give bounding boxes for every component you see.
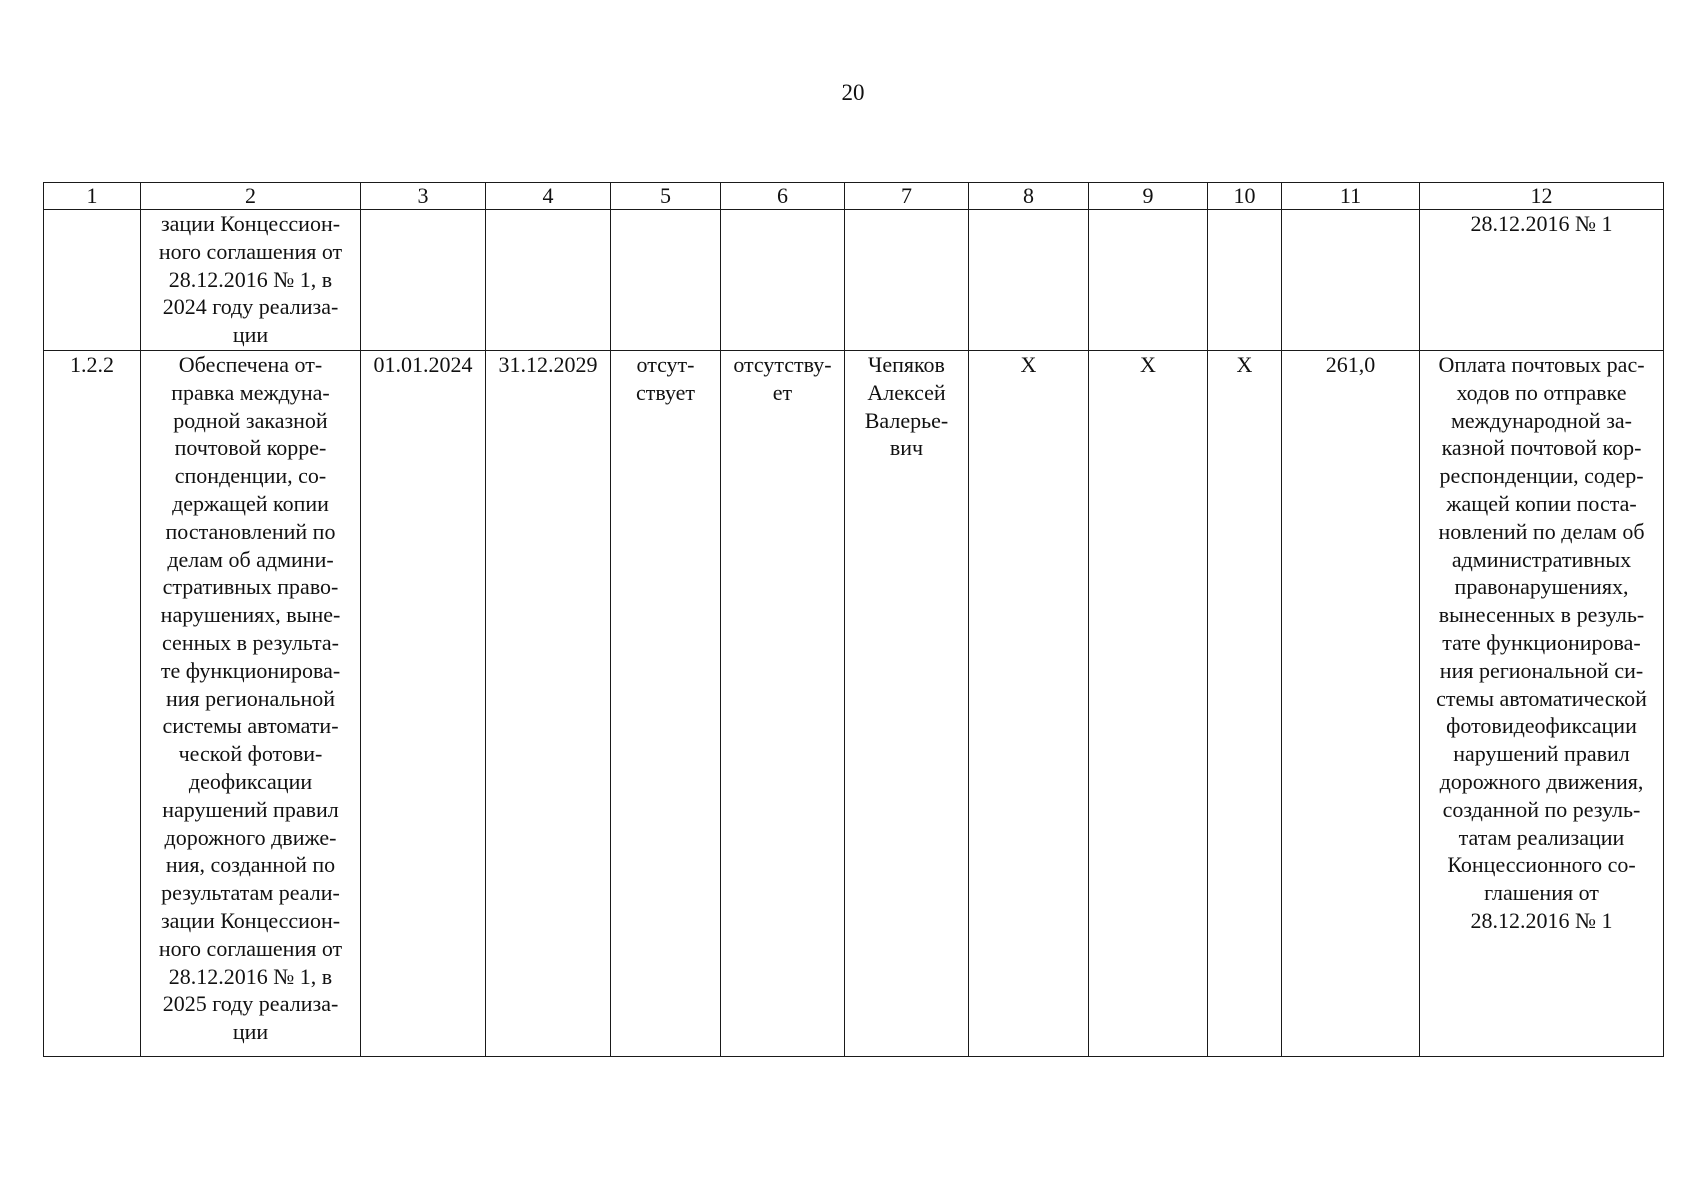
cell-text: зации Концессион- ного соглашения от 28.12.2016 № 1, в 2024 году реализа- ции — [158, 211, 343, 348]
cell-start-date — [361, 210, 486, 351]
cell-col9 — [1089, 210, 1208, 351]
header-cell: 5 — [611, 183, 721, 210]
cell-col8 — [969, 210, 1089, 351]
cell-text: 1.2.2 — [70, 352, 114, 377]
cell-end-date — [486, 351, 611, 1057]
cell-col10 — [1208, 210, 1282, 351]
cell-description — [1420, 210, 1664, 351]
cell-description — [1420, 351, 1664, 1057]
cell-col5 — [611, 351, 721, 1057]
cell-col5 — [611, 210, 721, 351]
header-cell: 6 — [721, 183, 845, 210]
cell-amount — [1282, 210, 1420, 351]
header-cell: 3 — [361, 183, 486, 210]
table-row — [44, 210, 1664, 351]
cell-text: Х — [1236, 352, 1253, 377]
cell-start-date — [361, 351, 486, 1057]
cell-number — [44, 351, 141, 1057]
header-cell: 9 — [1089, 183, 1208, 210]
page-number: 20 — [841, 80, 865, 105]
header-cell: 2 — [141, 183, 361, 210]
cell-col9 — [1089, 351, 1208, 1057]
cell-text: Х — [1140, 352, 1156, 377]
cell-text: отсут- ствует — [635, 352, 696, 405]
table-header-row — [44, 183, 1664, 210]
cell-text: 261,0 — [1325, 352, 1376, 377]
cell-text: Х — [1020, 352, 1037, 377]
cell-text: Обеспечена от- правка междуна- родной заказной почтовой корре- спонденции, со- держащей копии постановлений по делам об админи- стративных право- нарушениях, выне- сенных в результа- те функционирова- ния региональной системы автомати- ческой фотови- деофиксации нарушений правил дорожного движе- ния, созданной по результатам реали- зации Концессион- ного соглашения от 28.12.2016 № 1, в 2025 году реализа- ции — [158, 352, 343, 1045]
cell-col10 — [1208, 351, 1282, 1057]
cell-col6 — [721, 210, 845, 351]
cell-amount — [1282, 351, 1420, 1057]
cell-responsible — [845, 351, 969, 1057]
table-row — [44, 351, 1664, 1057]
header-cell: 7 — [845, 183, 969, 210]
cell-text: Оплата почтовых рас- ходов по отправке международной за- казной почтовой кор- респонденции, содер- жащей копии поста- новлений по делам об административных правонарушениях, вынесенных в резуль- тате функционирова- ния региональной си- стемы автоматической фотовидеофиксации нарушений правил дорожного движения, созданной по резуль- татам реализации Концессионного со- глашения от 28.12.2016 № 1 — [1436, 352, 1647, 933]
header-cell: 11 — [1282, 183, 1420, 210]
cell-col6 — [721, 351, 845, 1057]
cell-responsible — [845, 210, 969, 351]
header-cell: 1 — [44, 183, 141, 210]
cell-event-name — [141, 351, 361, 1057]
header-cell: 4 — [486, 183, 611, 210]
cell-text: 31.12.2029 — [498, 352, 598, 377]
header-cell: 12 — [1420, 183, 1664, 210]
cell-text: 01.01.2024 — [373, 352, 473, 377]
cell-event-name — [141, 210, 361, 351]
cell-col8 — [969, 351, 1089, 1057]
cell-text: Чепяков Алексей Валерье- вич — [864, 352, 949, 461]
cell-number — [44, 210, 141, 351]
plan-table — [43, 182, 1664, 1057]
header-cell: 10 — [1208, 183, 1282, 210]
header-cell: 8 — [969, 183, 1089, 210]
cell-text: 28.12.2016 № 1 — [1470, 211, 1613, 236]
cell-end-date — [486, 210, 611, 351]
cell-text: отсутству- ет — [733, 352, 832, 405]
